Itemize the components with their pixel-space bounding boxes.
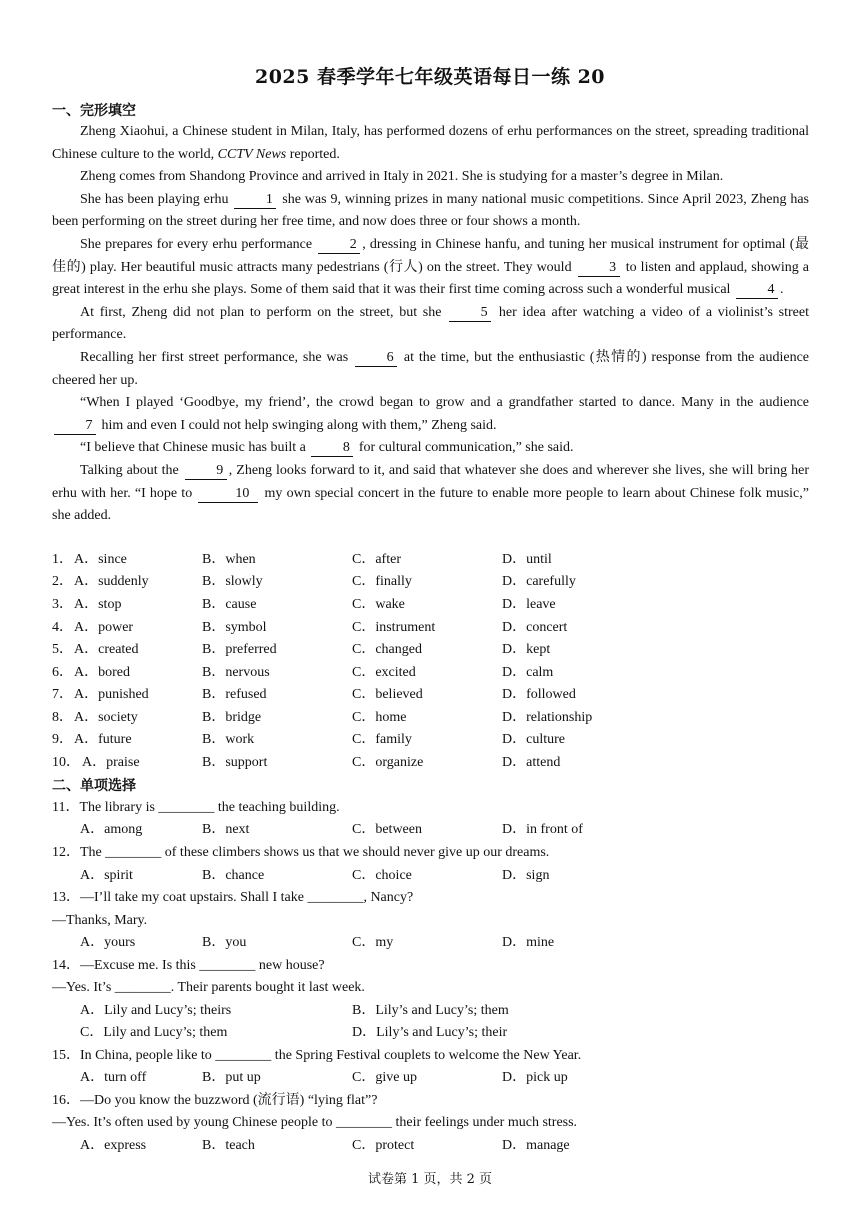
option-b[interactable]: B．support	[202, 755, 268, 770]
page-title: 2025 春季学年七年级英语每日一练 20	[254, 66, 606, 88]
source-name: CCTV News	[217, 146, 287, 162]
cloze-passage	[52, 121, 809, 528]
option-row-7	[52, 684, 812, 706]
question-14-reply: —Yes. It’s ________. Their parents bought it last week.	[52, 980, 365, 995]
option-b[interactable]: B．preferred	[202, 642, 277, 657]
question-14-options-cd	[52, 1022, 812, 1044]
option-d[interactable]: D．manage	[502, 1138, 570, 1153]
option-b[interactable]: B．refused	[202, 687, 267, 702]
option-c[interactable]: C．organize	[352, 755, 424, 770]
question-13-stem: 13．—I’ll take my coat upstairs. Shall I take ________, Nancy?	[52, 890, 414, 905]
option-c[interactable]: C．between	[352, 822, 422, 837]
blank-1[interactable]: 1	[234, 192, 276, 209]
question-15-stem: 15．In China, people like to ________ the Spring Festival couplets to welcome the New Year.	[52, 1048, 582, 1063]
question-12-options	[52, 865, 812, 887]
blank-9[interactable]: 9	[185, 463, 227, 480]
paragraph-2: Zheng comes from Shandong Province and arrived in Italy in 2021. She is studying for a master’s degree in Milan.	[80, 169, 724, 185]
option-c[interactable]: C．give up	[352, 1070, 417, 1085]
option-row-3	[52, 594, 812, 616]
option-d[interactable]: D．mine	[502, 935, 555, 950]
section-heading-single-choice: 二、单项选择	[52, 778, 136, 794]
paragraph-3: She has been playing erhu 1 she was 9, winning prizes in many national music competitions. Since April 2023, Zheng has been performing on the street during her free time, and now does three or four shows a month.	[52, 191, 809, 230]
blank-7[interactable]: 7	[54, 418, 96, 435]
option-d[interactable]: D．concert	[502, 620, 568, 635]
option-c[interactable]: C．changed	[352, 642, 422, 657]
paragraph-7: “When I played ‘Goodbye, my friend’, the crowd began to grow and a grandfather started to dance. Many in the audience 7 him and even I could not help swinging along with them,” Zheng said.	[52, 392, 809, 437]
option-row-4	[52, 617, 812, 639]
paragraph-6: Recalling her first street performance, she was 6 at the time, but the enthusiastic (热情的) response from the audience cheered her up.	[52, 349, 810, 388]
option-a[interactable]: A．express	[80, 1138, 147, 1153]
question-number: 1．	[52, 552, 73, 567]
option-a[interactable]: A．suddenly	[74, 574, 149, 589]
option-a[interactable]: A．among	[80, 822, 143, 837]
option-c[interactable]: C．wake	[352, 597, 405, 612]
blank-3[interactable]: 3	[578, 260, 620, 277]
question-16-stem: 16．—Do you know the buzzword (流行语) “lying flat”?	[52, 1093, 378, 1108]
option-row-9	[52, 729, 812, 751]
question-15-options	[52, 1067, 812, 1089]
question-number: 8．	[52, 710, 73, 725]
option-b[interactable]: B．chance	[202, 868, 265, 883]
option-b[interactable]: B．next	[202, 822, 250, 837]
paragraph-8: “I believe that Chinese music has built a 8 for cultural communication,” she said.	[80, 440, 574, 456]
blank-8[interactable]: 8	[311, 440, 353, 457]
option-b[interactable]: B．work	[202, 732, 255, 747]
option-a[interactable]: A．society	[74, 710, 138, 725]
question-11-options	[52, 819, 812, 841]
option-c[interactable]: C．home	[352, 710, 407, 725]
option-d[interactable]: D．pick up	[502, 1070, 568, 1085]
paragraph-4: She prepares for every erhu performance 2 , dressing in Chinese hanfu, and tuning her musical instrument for optimal (最佳的) play. Her beautiful music attracts many pedestrians (行人) on the street. They would 3 to listen and applaud, showing a great interest in the erhu she plays. Some of them said that it was their first time coming across such a wonderful musical 4 .	[52, 236, 809, 298]
option-a[interactable]: A．praise	[82, 755, 140, 770]
option-b[interactable]: B．cause	[202, 597, 257, 612]
option-a[interactable]: A．turn off	[80, 1070, 147, 1085]
option-d[interactable]: D．attend	[502, 755, 561, 770]
option-d[interactable]: D．in front of	[502, 822, 583, 837]
question-13-reply: —Thanks, Mary.	[52, 913, 148, 928]
question-14-options-ab	[52, 1000, 812, 1022]
question-number: 3．	[52, 597, 73, 612]
question-11-stem: 11．The library is ________ the teaching building.	[52, 800, 340, 815]
question-number: 10．	[52, 755, 80, 770]
page-footer: 试卷第 1 页，共 2 页	[367, 1172, 493, 1187]
option-c[interactable]: C．protect	[352, 1138, 415, 1153]
section-heading-cloze: 一、完形填空	[52, 103, 136, 119]
option-d[interactable]: D．calm	[502, 665, 554, 680]
option-row-10	[52, 752, 812, 774]
option-a[interactable]: A．yours	[80, 935, 136, 950]
option-row-5	[52, 639, 812, 661]
question-14-stem: 14．—Excuse me. Is this ________ new house?	[52, 958, 325, 973]
blank-5[interactable]: 5	[449, 305, 491, 322]
option-row-1	[52, 549, 812, 571]
paragraph-1: Zheng Xiaohui, a Chinese student in Milan, Italy, has performed dozens of erhu performances on the street, spreading traditional Chinese culture to the world, CCTV News reported.	[52, 124, 809, 162]
question-16-reply: —Yes. It’s often used by young Chinese people to ________ their feelings under much stress.	[52, 1115, 578, 1130]
option-d[interactable]: D．carefully	[502, 574, 576, 589]
option-b[interactable]: B．put up	[202, 1070, 261, 1085]
option-d[interactable]: D．sign	[502, 868, 550, 883]
paragraph-9: Talking about the 9 , Zheng looks forward to it, and said that whatever she does and wherever she lives, she will bring her erhu with her. “I hope to 10 my own special concert in the future to enable more people to learn about Chinese folk music,” she added.	[52, 462, 810, 524]
question-12-stem: 12．The ________ of these climbers shows us that we should never give up our dreams.	[52, 845, 550, 860]
paragraph-5: At first, Zheng did not plan to perform on the street, but she 5 her idea after watching a video of a violinist’s street performance.	[52, 304, 809, 343]
option-c[interactable]: C．family	[352, 732, 412, 747]
option-a[interactable]: A．created	[74, 642, 139, 657]
question-number: 4．	[52, 620, 73, 635]
option-b[interactable]: B．nervous	[202, 665, 270, 680]
option-a[interactable]: A．spirit	[80, 868, 133, 883]
question-number: 7．	[52, 687, 73, 702]
blank-6[interactable]: 6	[355, 350, 397, 367]
option-b[interactable]: B．Lily’s and Lucy’s; them	[352, 1003, 509, 1018]
option-row-6	[52, 662, 812, 684]
option-b[interactable]: B．teach	[202, 1138, 255, 1153]
option-c[interactable]: C．after	[352, 552, 401, 567]
option-row-2	[52, 571, 812, 593]
question-number: 5．	[52, 642, 73, 657]
option-c[interactable]: C．believed	[352, 687, 423, 702]
option-c[interactable]: C．finally	[352, 574, 412, 589]
option-b[interactable]: B．when	[202, 552, 256, 567]
option-a[interactable]: A．power	[74, 620, 134, 635]
question-number: 2．	[52, 574, 73, 589]
question-number: 9．	[52, 732, 73, 747]
option-a[interactable]: A．stop	[74, 597, 122, 612]
option-c[interactable]: C．choice	[352, 868, 412, 883]
option-c[interactable]: C．excited	[352, 665, 416, 680]
option-a[interactable]: A．since	[74, 552, 127, 567]
blank-10[interactable]: 10	[198, 486, 258, 503]
option-d[interactable]: D．kept	[502, 642, 551, 657]
option-c[interactable]: C．my	[352, 935, 394, 950]
option-d[interactable]: D．relationship	[502, 710, 593, 725]
option-d[interactable]: D．Lily’s and Lucy’s; their	[352, 1025, 508, 1040]
question-number: 6．	[52, 665, 73, 680]
option-a[interactable]: A．punished	[74, 687, 149, 702]
option-b[interactable]: B．bridge	[202, 710, 262, 725]
option-c[interactable]: C．instrument	[352, 620, 436, 635]
option-b[interactable]: B．slowly	[202, 574, 263, 589]
option-b[interactable]: B．symbol	[202, 620, 267, 635]
option-d[interactable]: D．until	[502, 552, 552, 567]
option-a[interactable]: A．Lily and Lucy’s; theirs	[80, 1003, 232, 1018]
option-c[interactable]: C．Lily and Lucy’s; them	[80, 1025, 228, 1040]
option-b[interactable]: B．you	[202, 935, 247, 950]
question-13-options	[52, 932, 812, 954]
option-a[interactable]: A．future	[74, 732, 132, 747]
blank-2[interactable]: 2	[318, 237, 360, 254]
option-row-8	[52, 707, 812, 729]
option-d[interactable]: D．leave	[502, 597, 556, 612]
option-d[interactable]: D．followed	[502, 687, 576, 702]
blank-4[interactable]: 4	[736, 282, 778, 299]
question-16-options	[52, 1135, 812, 1157]
option-d[interactable]: D．culture	[502, 732, 565, 747]
option-a[interactable]: A．bored	[74, 665, 130, 680]
